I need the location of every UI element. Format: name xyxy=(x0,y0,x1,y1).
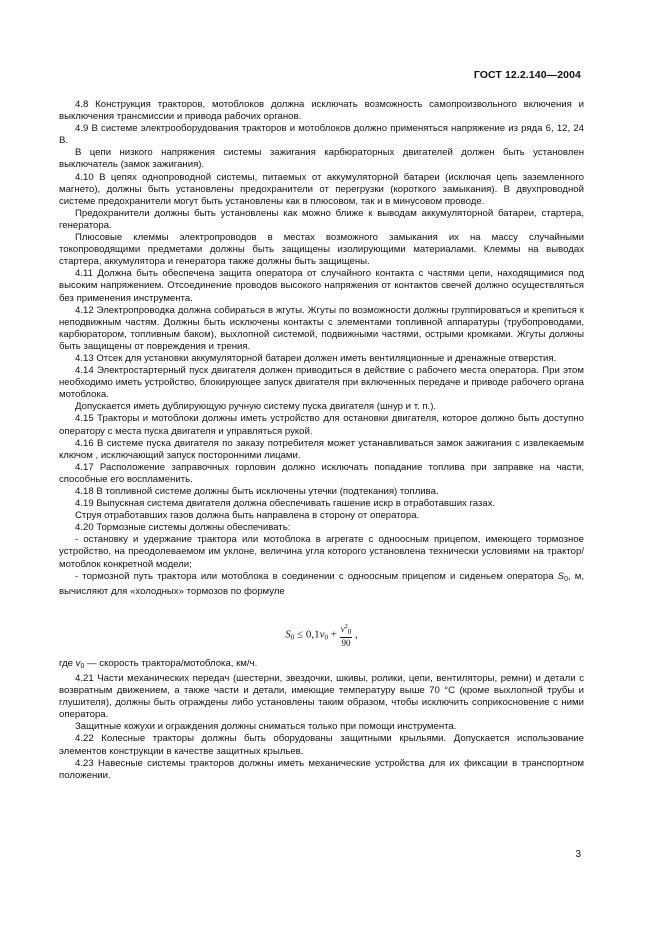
paragraph: - остановку и удержание трактора или мотоблока в агрегате с одноосным прицепом, имеющего тормозное устройство, на преодолеваемом им уклоне, величина угла которого установлена технически условиями на трактор/мотоблок конкретной модели; xyxy=(59,534,584,570)
where-text-before: где xyxy=(59,657,76,669)
brake-formula xyxy=(59,616,584,648)
paragraph: 4.21 Части механических передач (шестерни, звездочки, шкивы, ролики, цепи, вентиляторы, ремни) и детали с возвратным движением, а также части и детали, имеющие температуру выше 70 °С (кроме выхлопной трубы и глушителя), должны быть ограждены либо установлены таким образом, чтобы исключить соприкосновение с ними оператора. xyxy=(59,672,584,721)
formula-lhs-sub: 0 xyxy=(290,633,295,642)
formula-tail: , xyxy=(352,628,358,641)
paragraph: 4.16 В системе пуска двигателя по заказу потребителя может устанавливаться замок зажигания с извлекаемым ключом , исключающий запуск посторонними лицами. xyxy=(59,437,584,461)
formula-v: v xyxy=(319,628,325,641)
formula-v-sub: 0 xyxy=(324,633,328,642)
paragraph: 4.19 Выпускная система двигателя должна обеспечивать гашение искр в отработавших газах. xyxy=(75,498,496,510)
formula-denominator: 90 xyxy=(341,637,351,648)
where-symbol: v xyxy=(75,657,81,669)
paragraph: 4.17 Расположение заправочных горловин должно исключать попадание топлива при заправке на части, способные его воспламенить. xyxy=(59,461,584,485)
page-number: 3 xyxy=(575,849,581,860)
where-paragraph xyxy=(59,658,584,673)
paragraph: 4.12 Электропроводка должна собираться в жгуты. Жгуты по возможности должны группироваться и крепиться к неподвижным частям. Должны быть исключены контакты с элементами топливной аппаратуры (трубопроводами, карбюратором, топливным баком), выхлопной системой, подвижными частями, острыми кромками. Жгуты должны быть защищены от повреждения и трения. xyxy=(59,304,584,352)
brake-text-after: , м, вычисляют для «холодных» тормозов по формуле xyxy=(59,570,585,597)
paragraph: 4.10 В цепях однопроводной системы, питаемых от аккумуляторной батареи (исключая цепь заземленного магнето), должны быть установлены предохранители от перегрузки (короткого замыкания). В двухпроводной системе предохранители могут быть установлены как в плюсовом, так и в минусовом проводе. xyxy=(59,171,584,207)
paragraph: 4.9 В системе электрооборудования тракторов и мотоблоков должно применяться напряжение из ряда 6, 12, 24 В. xyxy=(59,123,584,147)
formula-plus: + xyxy=(327,628,340,641)
formula-relation: ≤ 0,1 xyxy=(294,628,320,641)
standard-code: ГОСТ 12.2.140—2004 xyxy=(473,69,581,81)
paragraph: 4.13 Отсек для установки аккумуляторной батареи должен иметь вентиляционные и дренажные отверстия. xyxy=(75,352,557,364)
paragraph: 4.23 Навесные системы тракторов должны иметь механические устройства для их фиксации в транспортном положении. xyxy=(59,757,584,781)
paragraph: Предохранители должны быть установлены как можно ближе к выводам аккумуляторной батареи, стартера, генератора. xyxy=(59,207,584,231)
formula-lhs: S xyxy=(285,628,291,641)
formula-numerator xyxy=(340,622,353,638)
paragraph: 4.22 Колесные тракторы должны быть оборудованы защитными крыльями. Допускается использование элементов конструкции в качестве защитных крыльев. xyxy=(59,733,584,757)
brake-symbol: S xyxy=(557,570,565,582)
paragraph: 4.14 Электростартерный пуск двигателя должен приводиться в действие с рабочего места оператора. При этом необходимо иметь устройство, блокирующее запуск двигателя при включенных передаче и приводе рабочего органа мотоблока. xyxy=(59,365,584,401)
paragraph: Защитные кожухи и ограждения должны сниматься только при помощи инструмента. xyxy=(75,721,457,733)
where-text-after: — скорость трактора/мотоблока, км/ч. xyxy=(84,657,258,669)
brake-distance-paragraph xyxy=(59,571,584,598)
paragraph: 4.15 Тракторы и мотоблоки должны иметь устройство для остановки двигателя, которое должно быть доступно оператору с места пуска двигателя и управляться рукой. xyxy=(59,413,584,437)
brake-text-before: - тормозной путь трактора или мотоблока в соединении с одноосным прицепом и сиденьем оператора xyxy=(75,570,558,582)
formula-num-sup: 2 xyxy=(344,623,348,630)
paragraph: Плюсовые клеммы электропроводов в местах возможного замыкания их на массу случайными токопроводящими предметами должны быть защищены изолирующими материалами. Клеммы на выводах стартера, аккумулятора и генератора также должны быть защищены. xyxy=(59,232,584,268)
paragraph: Струя отработавших газов должна быть направлена в сторону от оператора. xyxy=(75,510,420,522)
paragraph: 4.18 В топливной системе должны быть исключены утечки (подтекания) топлива. xyxy=(75,486,439,497)
brake-symbol-sub: 0 xyxy=(564,575,568,583)
paragraph: 4.20 Тормозные системы должны обеспечивать: xyxy=(75,522,291,534)
paragraph: 4.11 Должна быть обеспечена защита оператора от случайного контакта с частями цепи, находящимися под высоким напряжением. Отсоединение проводов высокого напряжения от контактов свечей должно осуществляться без применения инструмента. xyxy=(59,268,584,304)
paragraph: Допускается иметь дублирующую ручную систему пуска двигателя (шнур и т. п.). xyxy=(75,401,437,413)
paragraph: В цепи низкого напряжения системы зажигания карбюраторных двигателей должен быть установлен выключатель (замок зажигания). xyxy=(59,147,584,171)
document-body xyxy=(59,99,584,782)
paragraph: 4.8 Конструкция тракторов, мотоблоков должна исключать возможность самопроизвольного включения и выключения трансмиссии и привода рабочих органов. xyxy=(59,99,584,123)
formula-fraction xyxy=(340,622,353,648)
where-symbol-sub: 0 xyxy=(80,662,85,670)
formula-num-sub: 0 xyxy=(347,627,352,636)
formula-num-v: v xyxy=(340,623,345,634)
